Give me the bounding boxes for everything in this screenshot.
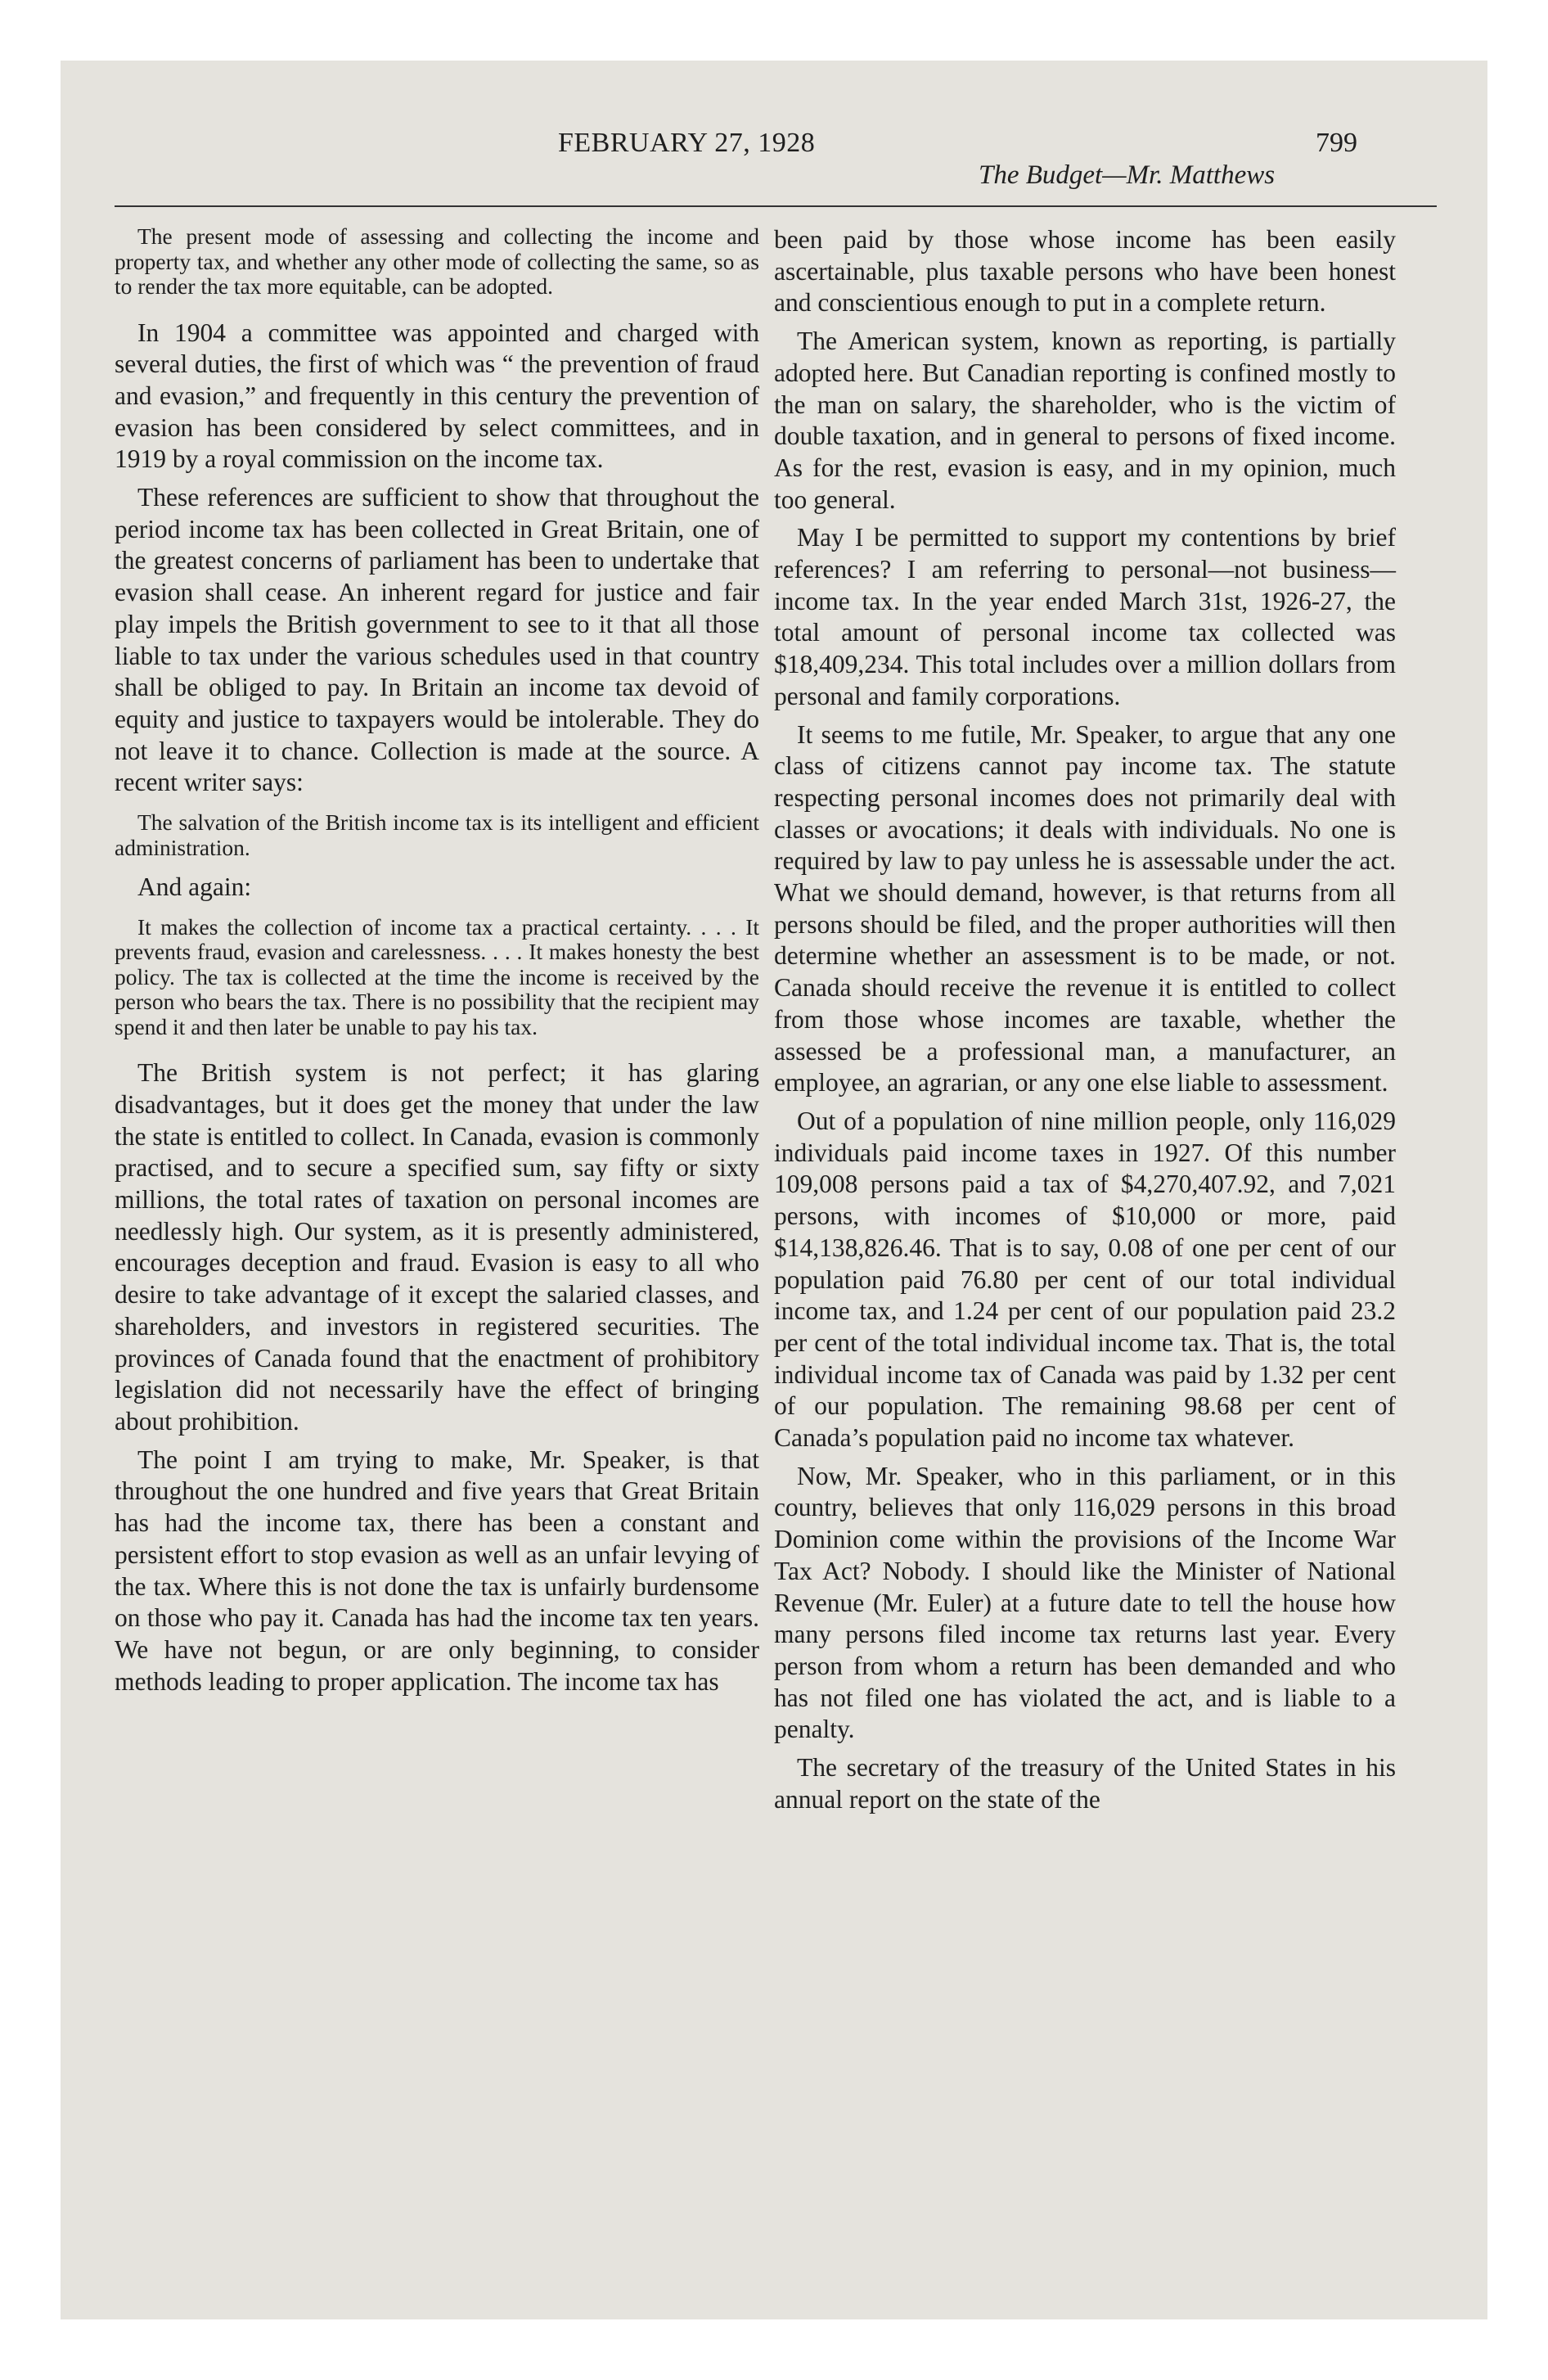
block-quote: The salvation of the British income tax is its intelligent and efficient administration.: [115, 809, 759, 860]
paragraph: Now, Mr. Speaker, who in this parliament, or in this country, believes that only 116,029 persons in this broad Dominion come within the provisions of the Income War Tax Act? Nobody. I should like the Minister of National Revenue (Mr. Euler) at a future date to tell the house how many persons filed income tax returns last year. Every person from whom a return has been demanded and who has not filed one has violated the act, and is liable to a penalty.: [774, 1461, 1396, 1744]
paragraph: And again:: [137, 872, 252, 902]
header-rule: [115, 205, 1437, 207]
paragraph: The secretary of the treasury of the United States in his annual report on the state of the: [774, 1753, 1396, 1814]
paragraph: been paid by those whose income has been easily ascertainable, plus taxable persons who have been honest and conscientious enough to put in a complete return.: [774, 225, 1396, 318]
paragraph: The present mode of assessing and collecting the income and property tax, and whether any other mode of collecting the same, so as to render the tax more equitable, can be adopted.: [115, 223, 759, 299]
paragraph: The point I am trying to make, Mr. Speaker, is that throughout the one hundred and five years that Great Britain has had the income tax, there has been a constant and persistent effort to stop evasion as well as an unfair levying of the tax. Where this is not done the tax is unfairly burdensome on those who pay it. Canada has had the income tax ten years. We have not begun, or are only beginning, to consider methods leading to proper application. The income tax has: [115, 1445, 759, 1696]
header-date: FEBRUARY 27, 1928: [558, 128, 816, 158]
paragraph: The British system is not perfect; it has glaring disadvantages, but it does get the money that under the law the state is entitled to collect. In Canada, evasion is commonly practised, and to secure a specified sum, say fifty or sixty millions, the total rates of taxation on personal incomes are needlessly high. Our system, as it is presently administered, encourages deception and fraud. Evasion is easy to all who desire to take advantage of it except the salaried classes, and shareholders, and investors in registered securities. The provinces of Canada found that the enactment of prohibitory legislation did not necessarily have the effect of bringing about prohibition.: [115, 1058, 759, 1436]
left-column: [115, 224, 759, 1697]
running-head: The Budget—Mr. Matthews: [979, 160, 1276, 190]
block-quote: It makes the collection of income tax a practical certainty. . . . It prevents fraud, evasion and carelessness. . . . It makes honesty the best policy. The tax is collected at the time the income is received by the person who bears the tax. There is no possibility that the recipient may spend it and then later be unable to pay his tax.: [115, 913, 759, 1039]
paragraph: These references are sufficient to show that throughout the period income tax has been collected in Great Britain, one of the greatest concerns of parliament has been to undertake that evasion shall cease. An inherent regard for justice and fair play impels the British government to see to it that all those liable to tax under the various schedules used in that country shall be obliged to pay. In Britain an income tax devoid of equity and justice to taxpayers would be intolerable. They do not leave it to chance. Collection is made at the source. A recent writer says:: [115, 483, 759, 797]
paragraph: Out of a population of nine million people, only 116,029 individuals paid income taxes in 1927. Of this number 109,008 persons paid a tax of $4,270,407.92, and 7,021 persons, with incomes of $10,000 or more, paid $14,138,826.46. That is to say, 0.08 of one per cent of our population paid 76.80 per cent of our total individual income tax, and 1.24 per cent of our population paid 23.2 per cent of the total individual income tax. That is, the total individual income tax of Canada was paid by 1.32 per cent of our population. The remaining 98.68 per cent of Canada’s population paid no income tax whatever.: [774, 1106, 1396, 1453]
paragraph: May I be permitted to support my contentions by brief references? I am referring to personal—not business—income tax. In the year ended March 31st, 1926-27, the total amount of personal income tax collected was $18,409,234. This total includes over a million dollars from personal and family corporations.: [774, 523, 1396, 710]
page-number: 799: [1316, 128, 1357, 158]
paragraph: It seems to me futile, Mr. Speaker, to argue that any one class of citizens cannot pay income tax. The statute respecting personal incomes does not primarily deal with classes or avocations; it deals with individuals. No one is required by law to pay unless he is assessable under the act. What we should demand, however, is that returns from all persons should be filed, and the proper authorities will then determine whether an assessment is to be made, or not. Canada should receive the revenue it is entitled to collect from those whose incomes are taxable, whether the assessed be a professional man, a manufacturer, an employee, an agrarian, or any one else liable to assessment.: [774, 719, 1396, 1098]
right-column: [774, 224, 1396, 1815]
paragraph: The American system, known as reporting, is partially adopted here. But Canadian reporting is confined mostly to the man on salary, the shareholder, who is the victim of double taxation, and in general to persons of fixed income. As for the rest, evasion is easy, and in my opinion, much too general.: [774, 327, 1396, 514]
paragraph: In 1904 a committee was appointed and charged with several duties, the first of which was “ the prevention of fraud and evasion,” and frequently in this century the prevention of evasion has been considered by select committees, and in 1919 by a royal commission on the income tax.: [115, 318, 759, 474]
